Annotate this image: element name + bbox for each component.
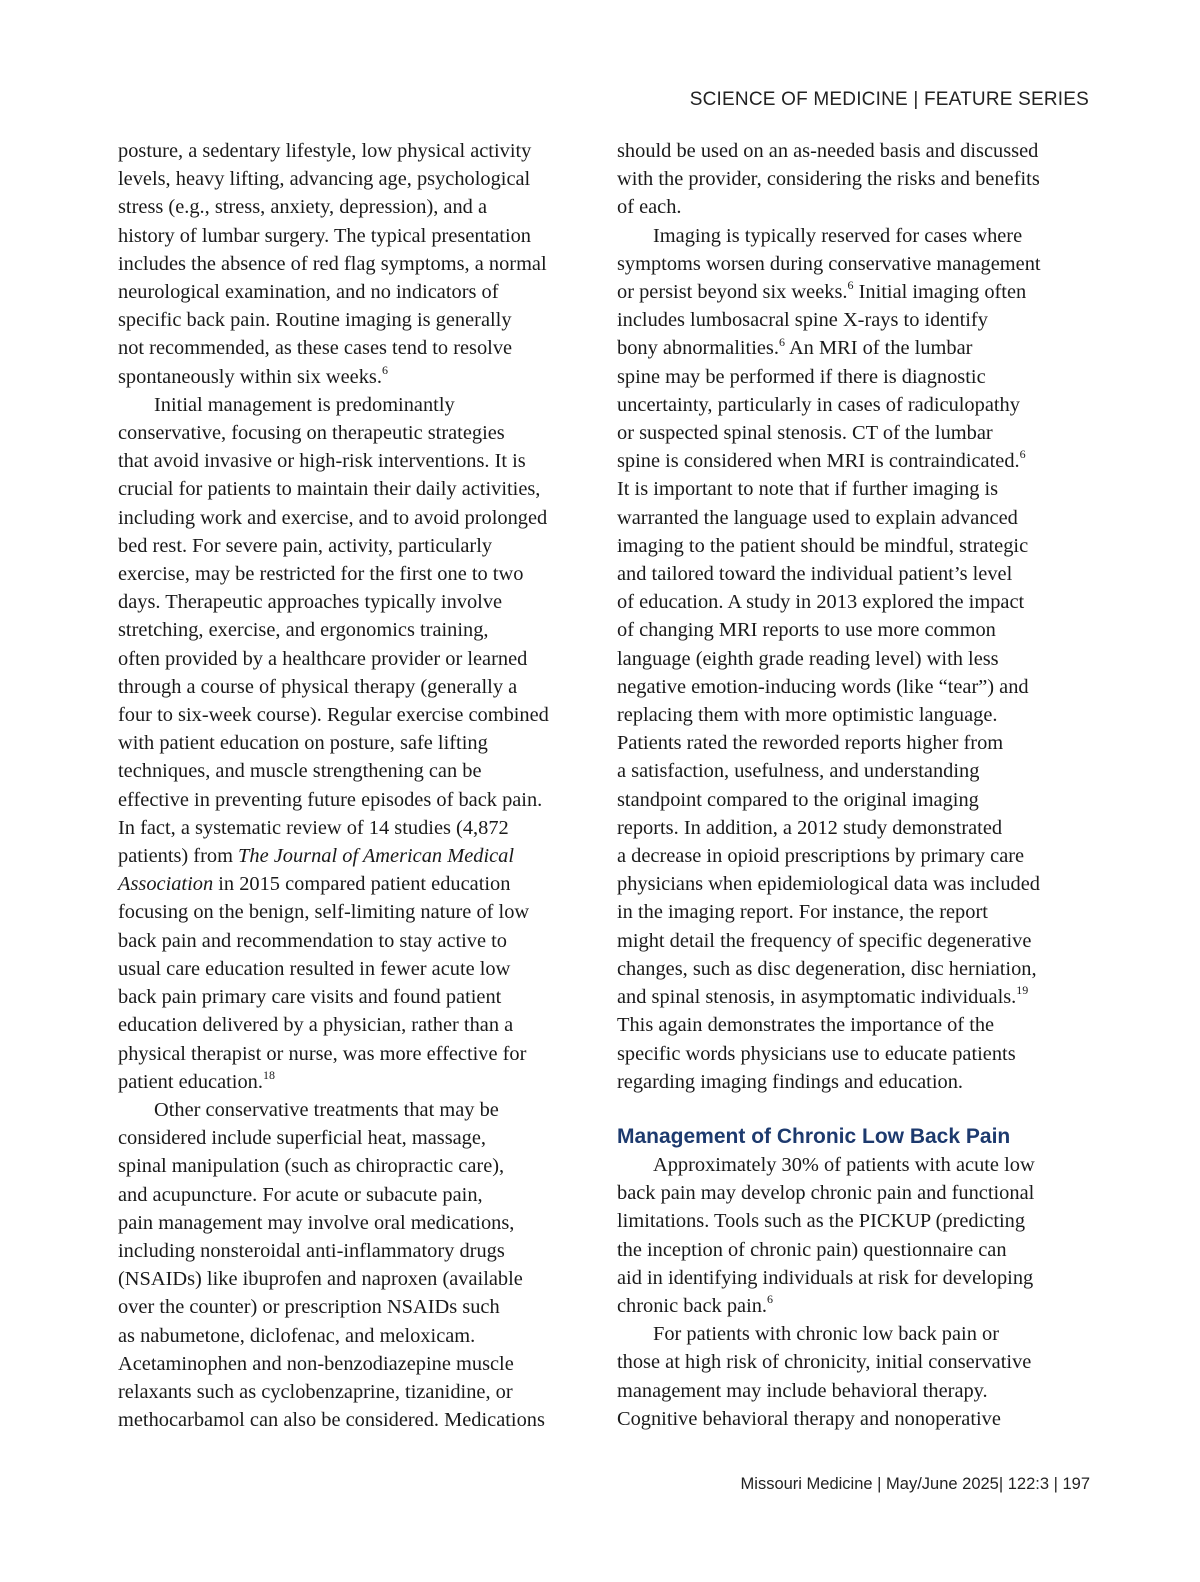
text-run: aid in identifying individuals at risk for developing <box>617 1266 1034 1289</box>
text-run: neurological examination, and no indicators of <box>118 281 499 304</box>
text-run: including work and exercise, and to avoid prolonged <box>118 506 548 529</box>
text-line <box>118 475 580 503</box>
text-run: or suspected spinal stenosis. CT of the lumbar <box>617 422 993 445</box>
text-line <box>118 1209 580 1237</box>
text-run: In fact, a systematic review of 14 studies (4,872 <box>118 816 509 839</box>
text-run: of education. A study in 2013 explored the impact <box>617 591 1025 614</box>
text-run: with patient education on posture, safe lifting <box>118 732 488 755</box>
text-run: a decrease in opioid prescriptions by primary care <box>617 845 1025 868</box>
text-line <box>118 955 580 983</box>
text-line <box>617 927 1079 955</box>
text-run: or persist beyond six weeks. <box>617 281 848 304</box>
text-line <box>118 1181 580 1209</box>
text-line <box>118 645 580 673</box>
text-line <box>617 1179 1079 1207</box>
text-line <box>118 363 580 391</box>
text-line <box>118 447 580 475</box>
text-line <box>617 955 1079 983</box>
text-run: including nonsteroidal anti-inflammatory drugs <box>118 1239 505 1262</box>
text-run: For patients with chronic low back pain or <box>653 1323 999 1346</box>
text-line <box>118 757 580 785</box>
text-run: a satisfaction, usefulness, and understanding <box>617 760 980 783</box>
text-run: warranted the language used to explain advanced <box>617 506 1018 529</box>
text-line <box>118 1237 580 1265</box>
text-run: specific back pain. Routine imaging is generally <box>118 309 512 332</box>
text-run: usual care education resulted in fewer acute low <box>118 957 511 980</box>
text-line <box>118 786 580 814</box>
text-line <box>617 842 1079 870</box>
citation-reference: 19 <box>1016 983 1029 998</box>
text-run: back pain primary care visits and found patient <box>118 986 502 1009</box>
text-line <box>118 842 580 870</box>
text-run: standpoint compared to the original imaging <box>617 788 979 811</box>
text-line <box>617 1040 1079 1068</box>
text-run: days. Therapeutic approaches typically involve <box>118 591 503 614</box>
text-line <box>617 588 1079 616</box>
text-line <box>617 1264 1079 1292</box>
text-line <box>118 532 580 560</box>
text-line <box>617 1348 1079 1376</box>
text-run: Other conservative treatments that may be <box>154 1098 499 1121</box>
text-line <box>617 137 1079 165</box>
text-run: with the provider, considering the risks and benefits <box>617 168 1040 191</box>
text-run: should be used on an as-needed basis and discussed <box>617 140 1039 162</box>
journal-title: Association <box>118 873 214 896</box>
text-line <box>617 729 1079 757</box>
text-line <box>617 250 1079 278</box>
text-run: stretching, exercise, and ergonomics training, <box>118 619 489 642</box>
text-line <box>118 1152 580 1180</box>
text-line <box>118 193 580 221</box>
text-line <box>118 1322 580 1350</box>
text-run: as nabumetone, diclofenac, and meloxicam. <box>118 1324 476 1347</box>
text-line <box>617 757 1079 785</box>
text-line <box>617 645 1079 673</box>
text-line <box>118 1011 580 1039</box>
text-run: Initial management is predominantly <box>154 393 455 416</box>
text-line <box>617 306 1079 334</box>
text-line <box>118 1378 580 1406</box>
text-run: education delivered by a physician, rather than a <box>118 1014 514 1037</box>
text-line <box>617 1377 1079 1405</box>
text-run: posture, a sedentary lifestyle, low physical activity <box>118 140 532 162</box>
text-run: exercise, may be restricted for the first one to two <box>118 563 524 586</box>
text-run: and acupuncture. For acute or subacute pain, <box>118 1183 483 1206</box>
text-line <box>617 278 1079 306</box>
text-run: not recommended, as these cases tend to resolve <box>118 337 513 360</box>
text-run: management may include behavioral therapy. <box>617 1379 988 1402</box>
text-line <box>118 504 580 532</box>
citation-reference: 6 <box>1019 447 1026 462</box>
text-run: specific words physicians use to educate patients <box>617 1042 1016 1065</box>
text-run: spinal manipulation (such as chiropractic care), <box>118 1155 505 1178</box>
text-line <box>118 1068 580 1096</box>
text-run: that avoid invasive or high-risk interventions. It is <box>118 450 526 473</box>
text-run: spontaneously within six weeks. <box>118 365 382 388</box>
text-line <box>118 391 580 419</box>
text-run: crucial for patients to maintain their daily activities, <box>118 478 541 501</box>
text-line <box>118 588 580 616</box>
text-line <box>617 701 1079 729</box>
citation-reference: 18 <box>262 1067 275 1082</box>
text-run: history of lumbar surgery. The typical presentation <box>118 224 531 247</box>
text-line <box>617 1207 1079 1235</box>
text-run: back pain may develop chronic pain and functional <box>617 1182 1035 1205</box>
text-run: considered include superficial heat, massage, <box>118 1127 487 1150</box>
text-line <box>118 222 580 250</box>
text-line <box>118 814 580 842</box>
citation-reference: 6 <box>847 278 854 293</box>
text-run: imaging to the patient should be mindful, strategic <box>617 534 1029 557</box>
text-line <box>118 1124 580 1152</box>
text-line <box>617 616 1079 644</box>
text-run: An MRI of the lumbar <box>784 337 973 360</box>
text-run: of each. <box>617 196 682 219</box>
text-line <box>617 1068 1079 1096</box>
text-line <box>617 1405 1079 1433</box>
text-run: replacing them with more optimistic language. <box>617 704 998 727</box>
text-run: levels, heavy lifting, advancing age, psychological <box>118 168 531 191</box>
text-run: regarding imaging findings and education. <box>617 1070 963 1093</box>
text-run: focusing on the benign, self-limiting nature of low <box>118 901 530 924</box>
text-line <box>118 334 580 362</box>
text-line <box>617 475 1079 503</box>
text-run: physical therapist or nurse, was more effective for <box>118 1042 527 1065</box>
text-run: includes the absence of red flag symptoms, a normal <box>118 252 547 275</box>
text-line <box>617 1151 1079 1179</box>
text-run: Imaging is typically reserved for cases where <box>653 224 1023 247</box>
right-column <box>617 137 1079 1433</box>
text-line <box>118 306 580 334</box>
text-run: includes lumbosacral spine X-rays to identify <box>617 309 988 332</box>
citation-reference: 6 <box>778 334 785 349</box>
text-run: over the counter) or prescription NSAIDs such <box>118 1296 500 1319</box>
text-line <box>118 1293 580 1321</box>
text-line <box>617 786 1079 814</box>
text-line <box>118 1265 580 1293</box>
text-line <box>617 560 1079 588</box>
text-line <box>617 222 1079 250</box>
left-column <box>118 137 580 1434</box>
text-run: and tailored toward the individual patient’s level <box>617 563 1013 586</box>
journal-title: The Journal of American Medical <box>238 845 515 868</box>
text-line <box>118 1096 580 1124</box>
text-line <box>118 560 580 588</box>
text-run: back pain and recommendation to stay active to <box>118 929 507 952</box>
text-line <box>617 363 1079 391</box>
text-run: bed rest. For severe pain, activity, particularly <box>118 534 493 557</box>
text-run: the inception of chronic pain) questionnaire can <box>617 1238 1007 1261</box>
text-line <box>118 165 580 193</box>
text-run: effective in preventing future episodes of back pain. <box>118 788 543 811</box>
text-run: reports. In addition, a 2012 study demonstrated <box>617 816 1003 839</box>
text-run: patient education. <box>118 1070 263 1093</box>
text-run: in 2015 compared patient education <box>213 873 511 896</box>
text-line <box>118 1350 580 1378</box>
text-line <box>617 1292 1079 1320</box>
text-run: in the imaging report. For instance, the report <box>617 901 988 924</box>
page-footer: Missouri Medicine | May/June 2025| 122:3 | 197 <box>740 1475 1090 1493</box>
text-run: Patients rated the reworded reports higher from <box>617 732 1004 755</box>
text-run: conservative, focusing on therapeutic strategies <box>118 422 505 445</box>
text-line <box>617 1011 1079 1039</box>
text-run: chronic back pain. <box>617 1294 768 1317</box>
citation-reference: 6 <box>381 362 388 377</box>
text-line <box>617 447 1079 475</box>
text-line <box>118 1406 580 1434</box>
text-line <box>617 193 1079 221</box>
text-line <box>118 616 580 644</box>
text-run: Approximately 30% of patients with acute low <box>653 1153 1035 1176</box>
text-line <box>118 419 580 447</box>
text-run: and spinal stenosis, in asymptomatic individuals. <box>617 986 1017 1009</box>
text-line <box>617 391 1079 419</box>
text-run: Initial imaging often <box>853 281 1027 304</box>
text-run: limitations. Tools such as the PICKUP (predicting <box>617 1210 1026 1233</box>
text-run: bony abnormalities. <box>617 337 779 360</box>
text-run: Cognitive behavioral therapy and nonoperative <box>617 1407 1001 1430</box>
text-run: spine may be performed if there is diagnostic <box>617 365 986 388</box>
text-run: This again demonstrates the importance of the <box>617 1014 995 1037</box>
text-run: often provided by a healthcare provider or learned <box>118 647 528 670</box>
text-line <box>617 1236 1079 1264</box>
text-run: pain management may involve oral medications, <box>118 1211 515 1234</box>
text-line <box>617 1320 1079 1348</box>
text-run: uncertainty, particularly in cases of radiculopathy <box>617 393 1020 416</box>
text-run: techniques, and muscle strengthening can be <box>118 760 482 783</box>
text-line <box>617 673 1079 701</box>
running-header: SCIENCE OF MEDICINE | FEATURE SERIES <box>689 89 1089 110</box>
text-line <box>617 983 1079 1011</box>
section-heading: Management of Chronic Low Back Pain <box>617 1124 1011 1148</box>
text-line <box>118 927 580 955</box>
text-line <box>617 898 1079 926</box>
text-run: relaxants such as cyclobenzaprine, tizanidine, or <box>118 1380 513 1403</box>
text-run: changes, such as disc degeneration, disc herniation, <box>617 957 1037 980</box>
text-run: negative emotion-inducing words (like “tear”) and <box>617 675 1029 698</box>
text-run: spine is considered when MRI is contraindicated. <box>617 450 1020 473</box>
text-line <box>118 1040 580 1068</box>
text-line <box>118 729 580 757</box>
text-run: those at high risk of chronicity, initial conservative <box>617 1351 1032 1374</box>
text-line <box>118 137 580 165</box>
text-line <box>118 250 580 278</box>
text-run: through a course of physical therapy (generally a <box>118 675 518 698</box>
text-line <box>617 814 1079 842</box>
text-run: might detail the frequency of specific degenerative <box>617 929 1032 952</box>
text-run: of changing MRI reports to use more common <box>617 619 996 642</box>
text-line <box>617 334 1079 362</box>
text-line <box>617 165 1079 193</box>
text-line <box>118 673 580 701</box>
text-run: physicians when epidemiological data was included <box>617 873 1040 896</box>
text-line <box>617 532 1079 560</box>
text-line <box>118 278 580 306</box>
text-run: symptoms worsen during conservative management <box>617 252 1041 275</box>
text-run: It is important to note that if further imaging is <box>617 478 999 501</box>
text-line <box>118 983 580 1011</box>
text-line <box>617 419 1079 447</box>
text-line <box>118 870 580 898</box>
text-run: methocarbamol can also be considered. Medications <box>118 1409 545 1432</box>
text-run: patients) from <box>118 845 239 868</box>
text-run: stress (e.g., stress, anxiety, depression), and a <box>118 196 488 219</box>
text-run: (NSAIDs) like ibuprofen and naproxen (available <box>118 1268 523 1291</box>
text-run: language (eighth grade reading level) with less <box>617 647 999 670</box>
text-line <box>617 870 1079 898</box>
text-run: Acetaminophen and non-benzodiazepine muscle <box>118 1352 514 1375</box>
text-line <box>118 898 580 926</box>
text-line <box>617 504 1079 532</box>
text-line <box>118 701 580 729</box>
text-run: four to six-week course). Regular exercise combined <box>118 704 549 727</box>
citation-reference: 6 <box>767 1292 774 1307</box>
